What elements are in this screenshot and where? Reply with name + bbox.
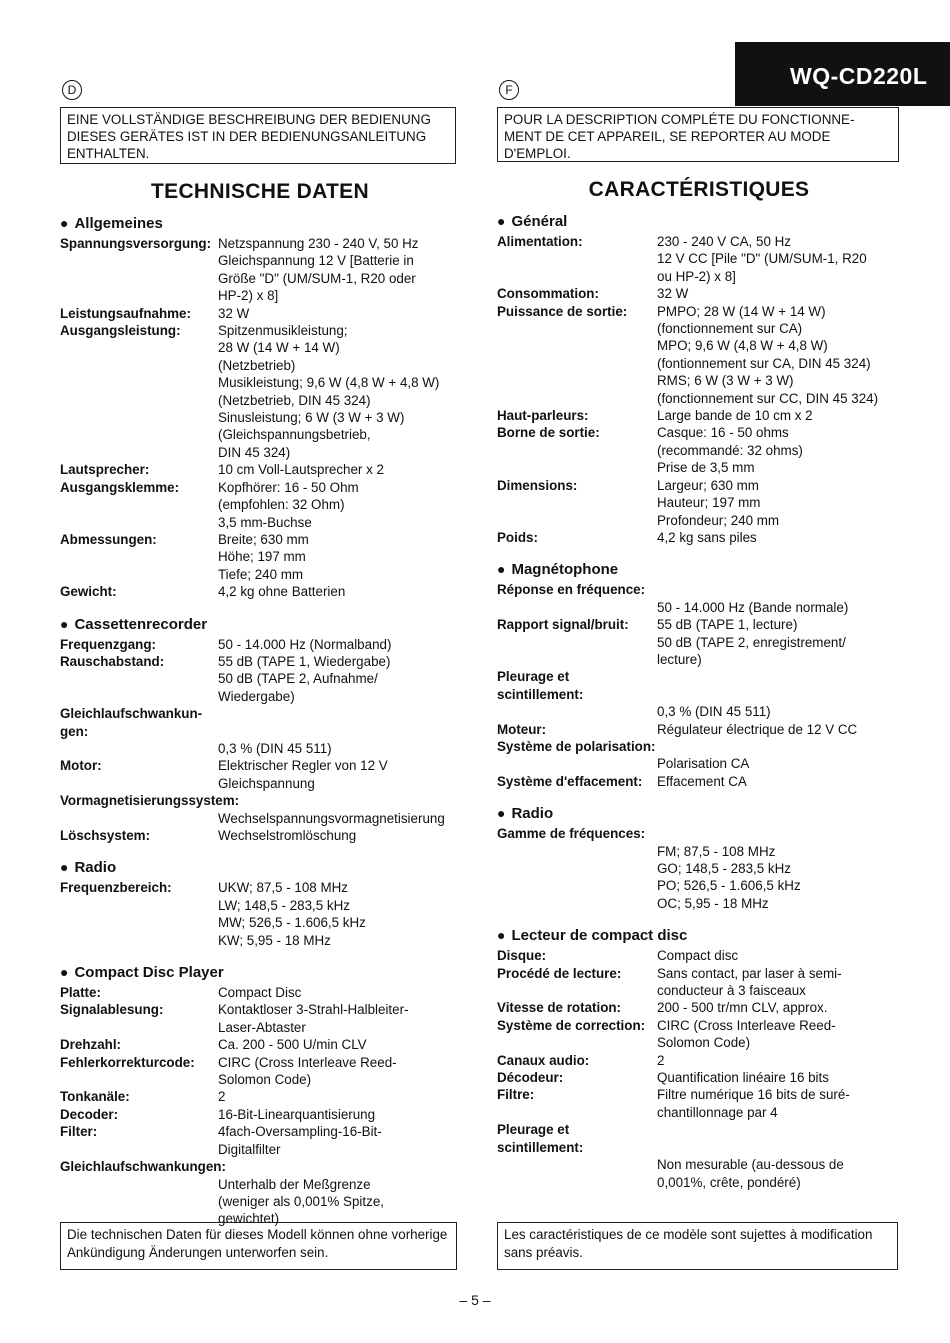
spec-row: [497, 877, 901, 894]
spec-value-line: DIN 45 324): [218, 444, 291, 460]
spec-label: Leistungsaufnahme:: [60, 305, 191, 321]
spec-label: Rauschabstand:: [60, 653, 165, 669]
spec-value: [218, 322, 460, 461]
spec-value-line: Prise de 3,5 mm: [657, 460, 755, 476]
spec-row: [60, 305, 460, 322]
spec-label: Système d'effacement:: [497, 773, 643, 789]
spec-value: PO; 526,5 - 1.606,5 kHz: [657, 878, 801, 894]
spec-value: [657, 721, 901, 738]
spec-value-line: Spitzenmusikleistung;: [218, 323, 348, 339]
spec-value-line: 230 - 240 V CA, 50 Hz: [657, 234, 791, 249]
spec-value-line: HP-2) x 8]: [218, 288, 279, 304]
spec-value: [218, 531, 460, 583]
spec-row: [60, 984, 460, 1001]
spec-label: Decoder:: [60, 1106, 119, 1122]
section-title-text: Allgemeines: [74, 215, 163, 232]
spec-value: [218, 1001, 460, 1036]
french-heading: CARACTÉRISTIQUES: [588, 178, 810, 201]
spec-value: [657, 947, 901, 964]
spec-value-line: Large bande de 10 cm x 2: [657, 408, 813, 424]
spec-row: [60, 757, 460, 792]
section-title: [60, 214, 460, 233]
spec-row: [497, 285, 901, 302]
spec-value: [218, 1036, 460, 1053]
spec-value-line: Effacement CA: [657, 773, 747, 789]
spec-label: Löschsystem:: [60, 828, 151, 843]
french-sections: [497, 212, 901, 1191]
spec-value: [657, 616, 901, 668]
spec-value: [657, 1069, 901, 1086]
spec-value-line: (fonctionnement sur CA): [657, 321, 803, 337]
section-title-text: Radio: [511, 805, 554, 823]
bullet-icon: ●: [60, 859, 69, 876]
bullet-icon: ●: [497, 805, 506, 822]
spec-label: Moteur:: [497, 721, 547, 737]
french-language-mark: F: [499, 80, 519, 100]
spec-label: Platte:: [60, 985, 101, 1001]
spec-row: [60, 1176, 460, 1193]
spec-label: Système de polarisation:: [497, 738, 656, 754]
spec-label: Gamme de fréquences:: [497, 826, 646, 842]
spec-label: Ausgangsleistung:: [60, 323, 181, 339]
spec-value-line: 32 W: [657, 286, 689, 302]
spec-indent: [497, 599, 657, 616]
spec-value-line: Breite; 630 mm: [218, 531, 309, 547]
spec-value: [218, 1088, 460, 1105]
spec-value-line: (recommandé: 32 ohms): [657, 442, 803, 458]
spec-value: [218, 984, 460, 1001]
spec-value-line: Solomon Code): [657, 1035, 751, 1051]
model-badge: WQ-CD220L: [735, 42, 950, 106]
spec-row: [497, 773, 901, 790]
spec-row: [60, 653, 460, 705]
spec-value: [657, 999, 901, 1016]
spec-row: [60, 1158, 460, 1175]
spec-value: [657, 477, 901, 529]
spec-value: [657, 285, 901, 302]
spec-label: Drehzahl:: [60, 1037, 122, 1053]
spec-value: [657, 773, 901, 790]
spec-value: FM; 87,5 - 108 MHz: [657, 843, 776, 859]
spec-row: [497, 581, 901, 598]
spec-row: [497, 407, 901, 424]
spec-label: Puissance de sortie:: [497, 303, 628, 319]
spec-value: [657, 529, 901, 546]
spec-value-line: ou HP-2) x 8]: [657, 268, 736, 284]
spec-value-line: 50 - 14.000 Hz (Normalband): [218, 636, 392, 652]
spec-value-line: MPO; 9,6 W (4,8 W + 4,8 W): [657, 338, 828, 354]
spec-label: Gleichlaufschwankungen:: [60, 1159, 226, 1175]
spec-value-line: (empfohlen: 32 Ohm): [218, 497, 345, 513]
page-number: – 5 –: [459, 1292, 491, 1308]
spec-value-line: Tiefe; 240 mm: [218, 566, 304, 582]
spec-value-line: 4fach-Oversampling-16-Bit-: [218, 1124, 382, 1140]
spec-value: 0,001%, crête, pondéré): [657, 1174, 801, 1190]
spec-value: [218, 1054, 460, 1089]
spec-indent: [60, 1193, 218, 1210]
spec-row: [497, 825, 901, 842]
spec-value: Unterhalb der Meßgrenze: [218, 1176, 371, 1192]
spec-value-line: 4,2 kg ohne Batterien: [218, 584, 346, 600]
german-heading: TECHNISCHE DATEN: [151, 180, 369, 203]
spec-label: Pleurage et scintillement:: [497, 1122, 584, 1155]
section-title-text: Lecteur de compact disc: [511, 927, 688, 945]
spec-value: [218, 879, 460, 949]
spec-label: Filter:: [60, 1124, 98, 1140]
spec-row: [497, 1174, 901, 1191]
spec-row: [497, 233, 901, 285]
spec-value-line: 32 W: [218, 305, 250, 321]
spec-row: [497, 303, 901, 407]
spec-value-line: MW; 526,5 - 1.606,5 kHz: [218, 915, 366, 931]
spec-value-line: 2: [218, 1089, 226, 1105]
spec-value-line: 12 V CC [Pile "D" (UM/SUM-1, R20: [657, 251, 867, 267]
spec-value: Polarisation CA: [657, 756, 750, 772]
spec-value-line: Gleichspannung: [218, 775, 315, 791]
spec-row: [60, 531, 460, 583]
spec-value-line: Gleichspannung 12 V [Batterie in: [218, 253, 414, 269]
spec-value: [218, 757, 460, 792]
spec-indent: [497, 895, 657, 912]
spec-label: Signalablesung:: [60, 1002, 164, 1018]
spec-value-line: Compact disc: [657, 948, 739, 964]
spec-value-line: Höhe; 197 mm: [218, 549, 306, 565]
bullet-icon: ●: [497, 927, 506, 944]
spec-value: [657, 965, 901, 1000]
section-title: [60, 615, 460, 634]
spec-label: Poids:: [497, 529, 538, 545]
spec-value-line: Sans contact, par laser à semi-: [657, 965, 842, 981]
spec-value: 0,3 % (DIN 45 511): [657, 704, 771, 720]
spec-row: [497, 895, 901, 912]
german-sections: [60, 214, 460, 1228]
spec-row: [497, 477, 901, 529]
spec-value-line: CIRC (Cross Interleave Reed-: [218, 1054, 397, 1070]
spec-value-line: Digitalfilter: [218, 1141, 281, 1157]
spec-label: Spannungsversorgung:: [60, 236, 212, 251]
section-title-text: Compact Disc Player: [74, 964, 224, 982]
spec-value-line: (Netzbetrieb, DIN 45 324): [218, 392, 371, 408]
spec-value: 50 - 14.000 Hz (Bande normale): [657, 599, 849, 615]
spec-value-line: RMS; 6 W (3 W + 3 W): [657, 373, 794, 389]
spec-indent: [60, 1176, 218, 1193]
spec-row: [497, 1086, 901, 1121]
spec-label: Gewicht:: [60, 584, 117, 600]
spec-row: [497, 703, 901, 720]
spec-value-line: Régulateur électrique de 12 V CC: [657, 721, 858, 737]
spec-value-line: 200 - 500 tr/mn CLV, approx.: [657, 1000, 828, 1016]
spec-value: [218, 235, 460, 305]
section-title-text: Radio: [74, 859, 117, 877]
spec-row: [60, 479, 460, 531]
spec-value-line: Quantification linéaire 16 bits: [657, 1070, 829, 1086]
spec-value: [657, 424, 901, 476]
section-title: [60, 963, 460, 982]
spec-row: [497, 1121, 901, 1156]
spec-row: [497, 529, 901, 546]
spec-row: [60, 1106, 460, 1123]
spec-label: Réponse en fréquence:: [497, 582, 646, 598]
spec-label: Procédé de lecture:: [497, 965, 622, 981]
spec-value-line: Sinusleistung; 6 W (3 W + 3 W): [218, 410, 405, 426]
spec-indent: [497, 1156, 657, 1173]
spec-value-line: (Gleichspannungsbetrieb,: [218, 427, 371, 443]
spec-label: Pleurage et scintillement:: [497, 669, 584, 702]
spec-row: [497, 1069, 901, 1086]
spec-value-line: KW; 5,95 - 18 MHz: [218, 932, 331, 948]
section-title: [497, 926, 901, 945]
spec-value: [218, 305, 460, 322]
spec-value-line: Kontaktloser 3-Strahl-Halbleiter-: [218, 1002, 409, 1018]
spec-value-line: 3,5 mm-Buchse: [218, 514, 312, 530]
spec-label: Disque:: [497, 948, 547, 964]
spec-value-line: (Netzbetrieb): [218, 357, 296, 373]
spec-label: Canaux audio:: [497, 1052, 590, 1068]
spec-indent: [497, 843, 657, 860]
spec-value: [218, 583, 460, 600]
spec-label: Vitesse de rotation:: [497, 1000, 622, 1016]
spec-label: Décodeur:: [497, 1070, 564, 1086]
spec-value: 0,3 % (DIN 45 511): [218, 740, 332, 756]
spec-value-line: PMPO; 28 W (14 W + 14 W): [657, 303, 826, 319]
spec-label: Frequenzgang:: [60, 636, 156, 652]
spec-value-line: 50 dB (TAPE 2, Aufnahme/: [218, 671, 378, 687]
spec-value: [657, 1017, 901, 1052]
spec-value-line: Largeur; 630 mm: [657, 477, 759, 493]
bullet-icon: ●: [497, 213, 506, 229]
spec-value-line: 55 dB (TAPE 1, Wiedergabe): [218, 653, 391, 669]
spec-row: [497, 755, 901, 772]
spec-row: [60, 636, 460, 653]
bullet-icon: ●: [60, 615, 69, 632]
spec-value-line: Wechselstromlöschung: [218, 828, 357, 843]
spec-label: Borne de sortie:: [497, 425, 600, 441]
spec-row: [60, 1193, 460, 1210]
spec-value-line: 50 dB (TAPE 2, enregistrement/: [657, 634, 846, 650]
spec-value-line: Netzspannung 230 - 240 V, 50 Hz: [218, 236, 419, 251]
spec-row: [60, 1088, 460, 1105]
spec-row: [497, 965, 901, 1000]
spec-value-line: CIRC (Cross Interleave Reed-: [657, 1017, 836, 1033]
spec-value: [657, 233, 901, 285]
section-title-text: Cassettenrecorder: [74, 615, 208, 633]
spec-value-line: lecture): [657, 651, 702, 667]
spec-label: Motor:: [60, 758, 102, 774]
spec-value-line: 4,2 kg sans piles: [657, 529, 757, 545]
spec-value: [218, 1123, 460, 1158]
spec-value-line: 10 cm Voll-Lautsprecher x 2: [218, 462, 384, 478]
spec-value: [218, 1106, 460, 1123]
spec-label: Haut-parleurs:: [497, 408, 589, 424]
spec-value-line: Profondeur; 240 mm: [657, 512, 780, 528]
spec-value-line: Wiedergabe): [218, 688, 295, 704]
spec-row: [60, 792, 460, 809]
spec-row: [497, 999, 901, 1016]
spec-label: Consommation:: [497, 286, 599, 302]
section-title: [497, 560, 901, 579]
spec-label: Alimentation:: [497, 234, 583, 249]
spec-row: [497, 947, 901, 964]
spec-indent: [497, 1174, 657, 1191]
spec-row: [60, 1123, 460, 1158]
spec-row: [497, 1156, 901, 1173]
spec-indent: [497, 703, 657, 720]
spec-label: Frequenzbereich:: [60, 880, 172, 896]
spec-label: Dimensions:: [497, 477, 578, 493]
spec-indent: [497, 860, 657, 877]
spec-row: [60, 1001, 460, 1036]
bullet-icon: ●: [497, 561, 506, 578]
spec-value-line: chantillonnage par 4: [657, 1104, 778, 1120]
spec-label: Lautsprecher:: [60, 462, 150, 478]
spec-row: [60, 1054, 460, 1089]
spec-value: (weniger als 0,001% Spitze,: [218, 1193, 384, 1209]
french-column: [497, 80, 901, 1191]
spec-value-line: LW; 148,5 - 283,5 kHz: [218, 897, 350, 913]
spec-value-line: 55 dB (TAPE 1, lecture): [657, 617, 798, 633]
spec-indent: [60, 740, 218, 757]
section-title-text: Magnétophone: [511, 561, 619, 579]
spec-row: [60, 461, 460, 478]
german-intro-box: EINE VOLLSTÄNDIGE BESCHREIBUNG DER BEDIENUNG DIESES GERÄTES IST IN DER BEDIENUNGSANLEITUNG ENTHALTEN.: [60, 107, 456, 164]
spec-row: [497, 738, 901, 755]
spec-label: Système de correction:: [497, 1017, 646, 1033]
spec-row: [497, 1052, 901, 1069]
spec-value: [218, 479, 460, 531]
spec-label: Filtre:: [497, 1087, 535, 1103]
spec-row: [60, 879, 460, 949]
spec-value-line: Compact Disc: [218, 985, 302, 1001]
spec-value-line: Solomon Code): [218, 1072, 312, 1088]
spec-row: [60, 827, 460, 844]
spec-value-line: Musikleistung; 9,6 W (4,8 W + 4,8 W): [218, 375, 440, 391]
spec-row: [497, 721, 901, 738]
spec-row: [497, 599, 901, 616]
spec-value-line: Laser-Abtaster: [218, 1019, 306, 1035]
spec-value-line: Casque: 16 - 50 ohms: [657, 425, 789, 441]
section-title: [497, 212, 901, 231]
spec-row: [60, 705, 460, 740]
spec-label: Tonkanäle:: [60, 1089, 130, 1105]
spec-row: [60, 810, 460, 827]
spec-value-line: Größe "D" (UM/SUM-1, R20 oder: [218, 270, 416, 286]
spec-indent: [60, 810, 218, 827]
spec-row: [497, 1017, 901, 1052]
spec-value-line: Hauteur; 197 mm: [657, 495, 761, 511]
spec-row: [497, 843, 901, 860]
spec-row: [497, 860, 901, 877]
spec-value: [218, 461, 460, 478]
spec-value-line: UKW; 87,5 - 108 MHz: [218, 880, 348, 896]
spec-label: Fehlerkorrekturcode:: [60, 1054, 195, 1070]
spec-value-line: 28 W (14 W + 14 W): [218, 340, 340, 356]
german-disclaimer: Die technischen Daten für dieses Modell können ohne vorherige Ankündigung Änderungen unterworfen sein.: [60, 1222, 457, 1270]
spec-row: [497, 424, 901, 476]
spec-row: [60, 1036, 460, 1053]
bullet-icon: ●: [60, 215, 69, 231]
spec-label: Rapport signal/bruit:: [497, 617, 629, 633]
german-column: [60, 80, 460, 1228]
bullet-icon: ●: [60, 964, 69, 981]
spec-indent: [497, 755, 657, 772]
spec-value-line: Kopfhörer: 16 - 50 Ohm: [218, 479, 359, 495]
spec-value: Wechselspannungsvormagnetisierung: [218, 810, 445, 826]
spec-row: [60, 322, 460, 461]
spec-value-line: 2: [657, 1052, 665, 1068]
spec-value: [218, 653, 460, 705]
spec-value-line: (fonctionnement sur CC, DIN 45 324): [657, 390, 879, 406]
spec-row: [60, 740, 460, 757]
spec-value: [218, 827, 460, 844]
spec-value-line: conducteur à 3 faisceaux: [657, 983, 806, 999]
spec-row: [60, 583, 460, 600]
spec-value: [218, 636, 460, 653]
spec-label: Ausgangsklemme:: [60, 479, 180, 495]
section-title: [60, 858, 460, 877]
spec-label: Vormagnetisierungssystem:: [60, 793, 240, 809]
section-title: [497, 804, 901, 823]
spec-value-line: 16-Bit-Linearquantisierung: [218, 1106, 376, 1122]
spec-value: [657, 1086, 901, 1121]
french-disclaimer: Les caractéristiques de ce modèle sont sujettes à modification sans préavis.: [497, 1222, 898, 1270]
spec-value: OC; 5,95 - 18 MHz: [657, 895, 769, 911]
german-language-mark: D: [62, 80, 82, 100]
spec-label: Gleichlaufschwankun-gen:: [60, 706, 203, 739]
spec-indent: [497, 877, 657, 894]
french-intro-box: POUR LA DESCRIPTION COMPLÉTE DU FONCTIONNE-MENT DE CET APPAREIL, SE REPORTER AU MODE D'EMPLOI.: [497, 107, 899, 162]
spec-value: [657, 407, 901, 424]
spec-value: GO; 148,5 - 283,5 kHz: [657, 861, 791, 876]
spec-value: [657, 303, 901, 407]
spec-row: [60, 235, 460, 305]
spec-value: gewichtet): [218, 1211, 280, 1227]
spec-label: Abmessungen:: [60, 531, 157, 547]
spec-value-line: (fontionnement sur CA, DIN 45 324): [657, 355, 871, 371]
spec-value: Non mesurable (au-dessous de: [657, 1157, 844, 1173]
section-title-text: Général: [511, 213, 568, 230]
spec-row: [497, 616, 901, 668]
spec-value-line: Filtre numérique 16 bits de suré-: [657, 1087, 850, 1103]
spec-value-line: Ca. 200 - 500 U/min CLV: [218, 1037, 367, 1053]
spec-value: [657, 1052, 901, 1069]
spec-row: [497, 668, 901, 703]
spec-value-line: Elektrischer Regler von 12 V: [218, 758, 388, 774]
